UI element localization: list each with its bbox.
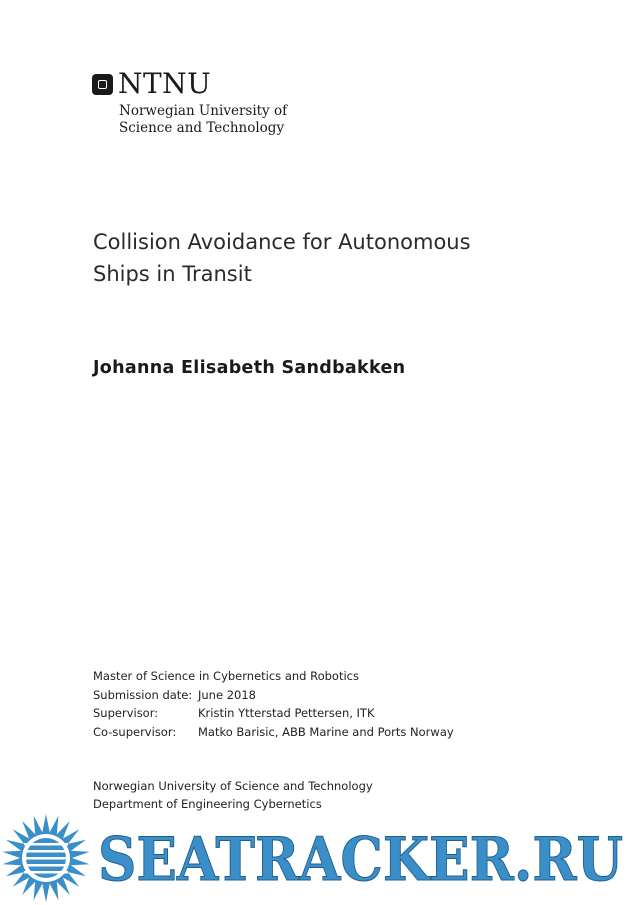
- supervisor-row: [93, 704, 375, 723]
- logo-wordmark: NTNU: [118, 67, 212, 100]
- thesis-title: [93, 226, 471, 290]
- submission-row: [93, 686, 359, 705]
- supervisor-value: Kristin Ytterstad Pettersen, ITK: [198, 706, 375, 720]
- cosupervisor-row: [93, 723, 454, 742]
- thesis-info: [93, 667, 454, 741]
- sun-burst-icon: [2, 814, 89, 902]
- thesis-title-line1: Collision Avoidance for Autonomous: [93, 230, 471, 254]
- logo-subtitle-line1: Norwegian University of: [119, 103, 288, 119]
- cosupervisor-value: Matko Barisic, ABB Marine and Ports Norway: [198, 724, 454, 739]
- program-text: Master of Science in Cybernetics and Robotics: [93, 669, 359, 683]
- cosupervisor-label: Co-supervisor:: [93, 724, 177, 739]
- institution-footer: [93, 777, 373, 813]
- submission-label: Submission date:: [93, 687, 193, 702]
- footer-university: Norwegian University of Science and Technology: [93, 779, 373, 793]
- submission-value: June 2018: [198, 687, 256, 702]
- thesis-title-line2: Ships in Transit: [93, 262, 252, 286]
- logo-subtitle-line2: Science and Technology: [119, 120, 285, 136]
- author-name: Johanna Elisabeth Sandbakken: [93, 358, 406, 378]
- program-row: [93, 667, 359, 686]
- footer-department: Department of Engineering Cybernetics: [93, 797, 322, 811]
- supervisor-label: Supervisor:: [93, 706, 159, 720]
- seatracker-watermark: [0, 812, 631, 905]
- watermark-text: SEATRACKER.RU: [98, 825, 623, 895]
- logo-subtitle: [119, 103, 287, 137]
- ntnu-square-icon: [92, 74, 113, 95]
